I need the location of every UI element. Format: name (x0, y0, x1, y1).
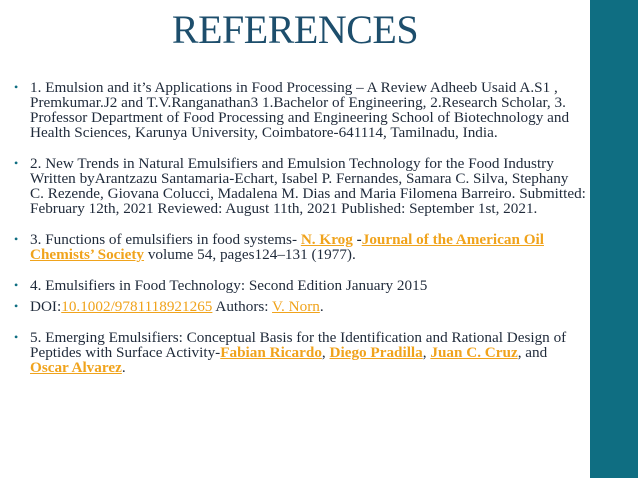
reference-item-5 (14, 330, 586, 375)
bullet-icon: • (14, 278, 19, 292)
reference-suffix: . (319, 298, 324, 315)
reference-item-1 (14, 80, 586, 140)
reference-prefix: 5. Emerging Emulsifiers: Conceptual Basis for the Identification and Rational Design of Peptides with Surface Activity- (30, 329, 567, 361)
reference-text (30, 299, 586, 314)
separator: - (352, 231, 362, 248)
references-list (14, 80, 586, 375)
slide-title: REFERENCES (171, 7, 419, 52)
bullet-icon: • (14, 330, 19, 344)
doi-prefix: DOI: (30, 298, 62, 315)
separator: , (422, 344, 431, 361)
reference-text: 1. Emulsion and it’s Applications in Food Processing – A Review Adheeb Usaid A.S1 , Premkumar.J2 and T.V.Ranganathan3 1.Bachelor of Engineering, 2.Research Scholar, 3. Professor Department of Food Processing and Engineering School of Biotechnology and Health Sciences, Karunya University, Coimbatore-641114, Tamilnadu, India. (30, 79, 570, 141)
reference-text: 4. Emulsifiers in Food Technology: Second Edition January 2015 (30, 277, 428, 294)
reference-item-3 (14, 232, 586, 262)
reference-text (30, 330, 586, 375)
doi-link[interactable]: 10.1002/9781118921265 (61, 298, 213, 315)
reference-text: 2. New Trends in Natural Emulsifiers and Emulsion Technology for the Food Industry Written byArantzazu Santamaria-Echart, Isabel P. Fernandes, Samara C. Silva, Stephany C. Rezende, Giovana Colucci, Madalena M. Dias and Maria Filomena Barreiro. Submitted: February 12th, 2021 Reviewed: August 11th, 2021 Published: September 1st, 2021. (30, 155, 586, 217)
reference-suffix: volume 54, pages124–131 (1977). (144, 246, 356, 263)
right-accent-bar (590, 0, 638, 478)
author-link-norn[interactable]: V. Norn (272, 298, 320, 315)
reference-text (30, 232, 586, 262)
author-link-pradilla[interactable]: Diego Pradilla (329, 344, 423, 361)
author-link-ricardo[interactable]: Fabian Ricardo (220, 344, 322, 361)
bullet-icon: • (14, 299, 19, 313)
bullet-icon: • (14, 80, 19, 94)
author-link-alvarez[interactable]: Oscar Alvarez (30, 359, 122, 376)
authors-label: Authors: (212, 298, 273, 315)
reference-item-4 (14, 278, 586, 293)
reference-item-2 (14, 156, 586, 216)
bullet-icon: • (14, 156, 19, 170)
author-link-cruz[interactable]: Juan C. Cruz (430, 344, 518, 361)
separator: , (321, 344, 330, 361)
reference-prefix: 3. Functions of emulsifiers in food systems- (30, 231, 301, 248)
journal-link[interactable]: Journal of the American Oil Chemists’ Society (30, 231, 544, 263)
separator: , and (517, 344, 548, 361)
reference-item-doi (14, 299, 586, 314)
author-link-krog[interactable]: N. Krog (300, 231, 353, 248)
reference-suffix: . (121, 359, 126, 376)
bullet-icon: • (14, 232, 19, 246)
